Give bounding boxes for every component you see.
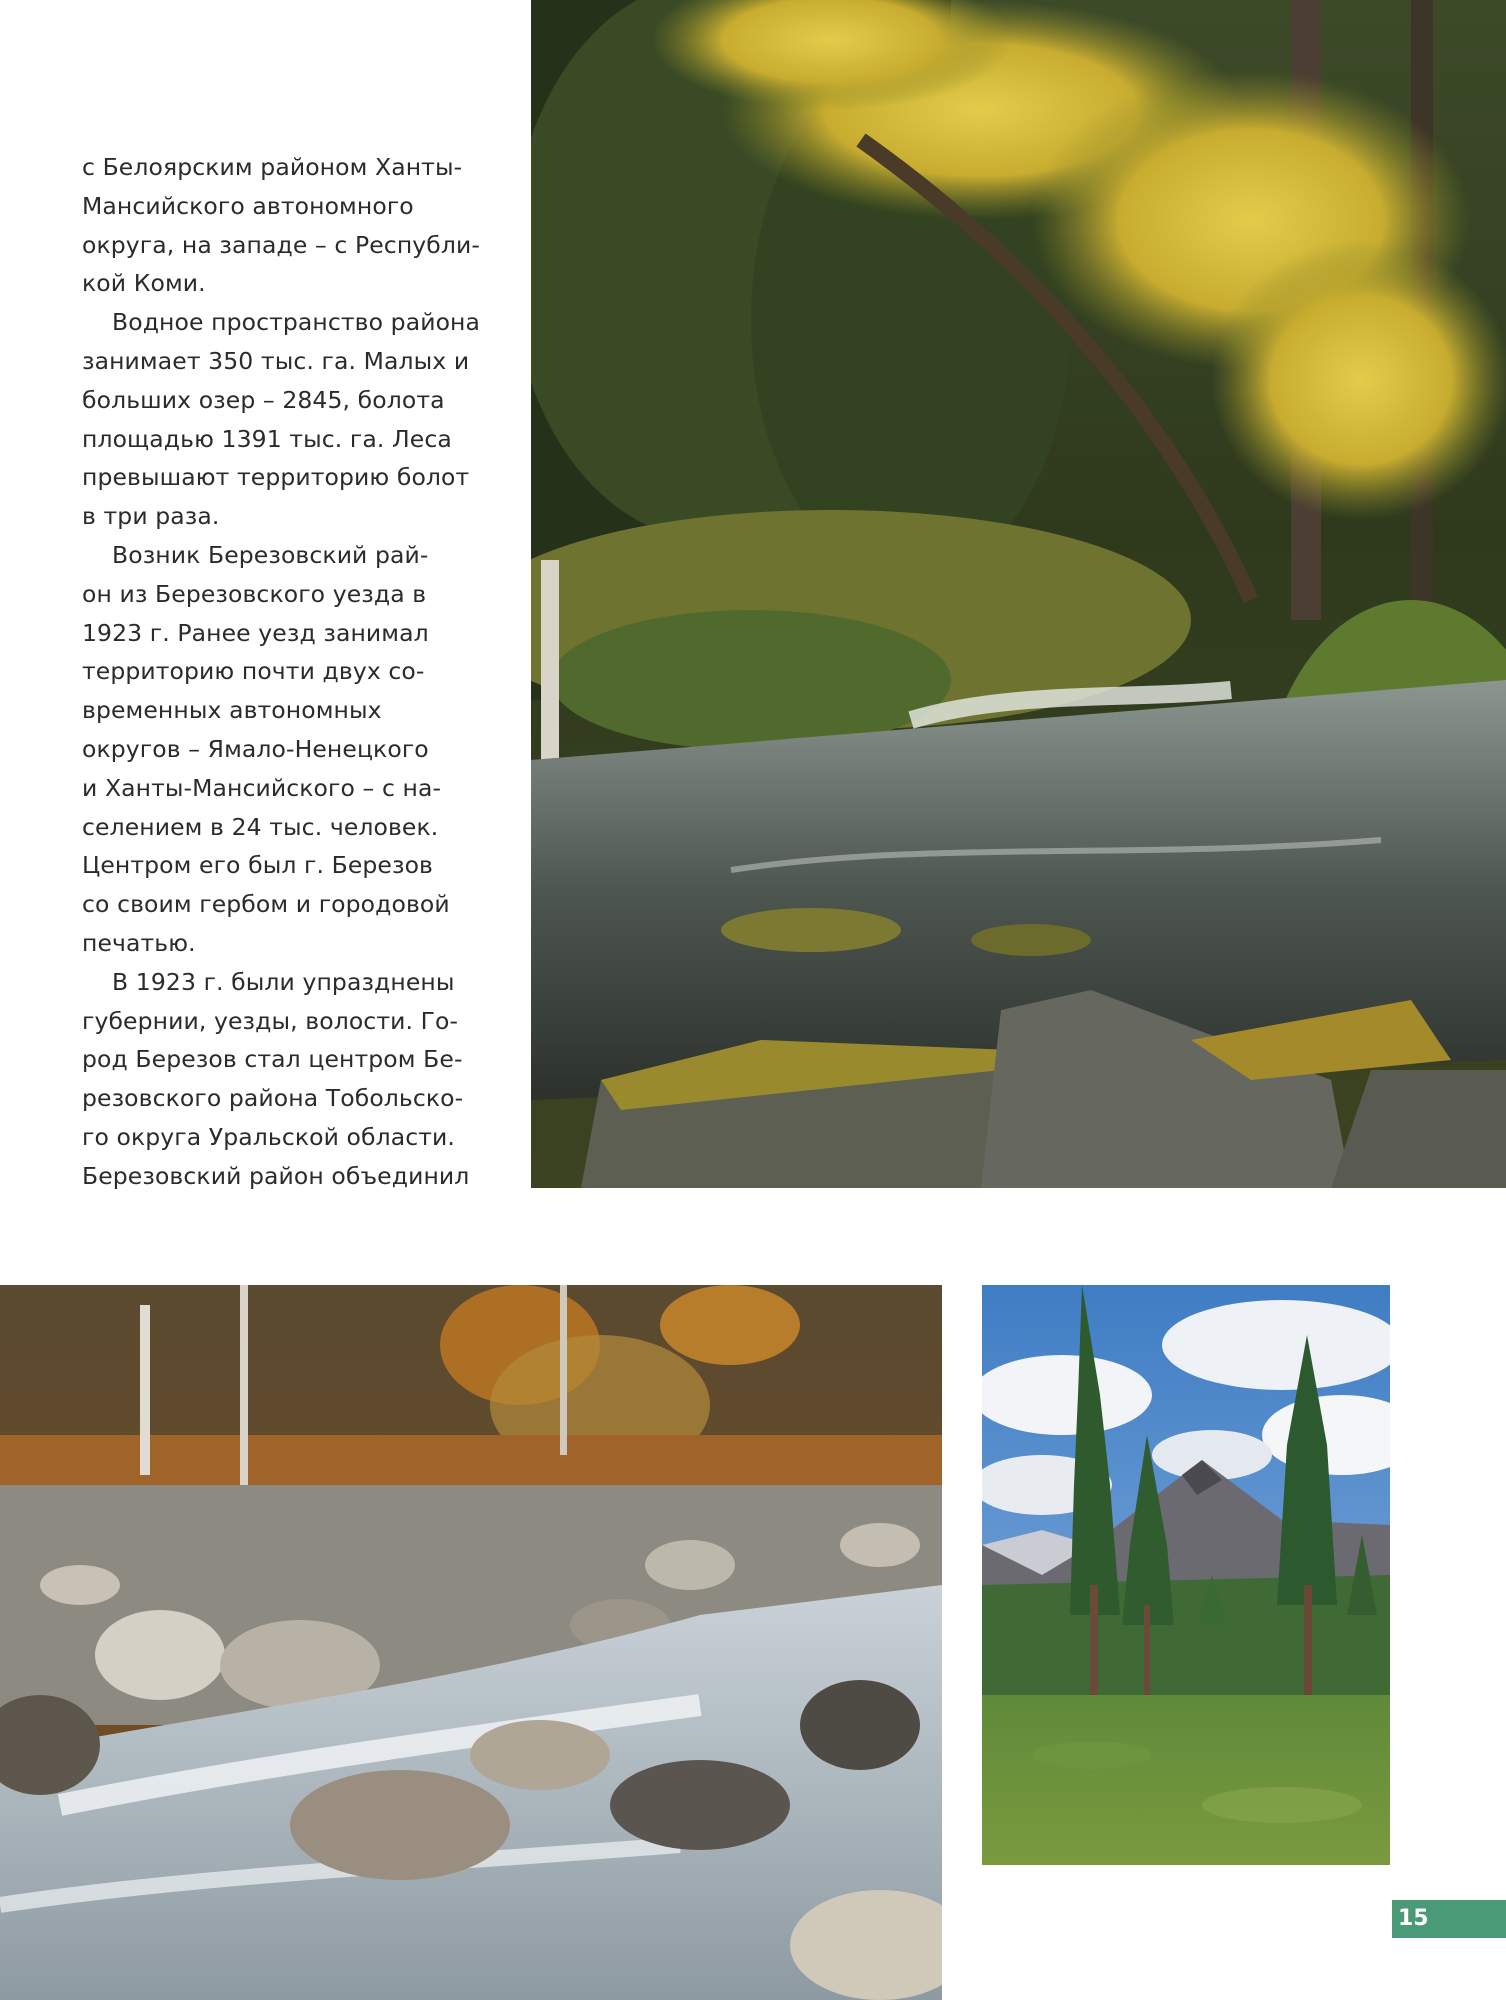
text-line: В 1923 г. были упразднены — [112, 967, 455, 996]
text-line: Возник Березовский рай- — [112, 540, 429, 569]
body-text — [82, 148, 502, 1196]
text-line: и Ханты-Мансийского – с на- — [82, 773, 442, 802]
text-line: превышают территорию болот — [82, 463, 470, 492]
text-line: занимает 350 тыс. га. Малых и — [82, 346, 470, 375]
text-line: округа, на западе – с Республи- — [82, 230, 480, 259]
text-line: го округа Уральской области. — [82, 1122, 455, 1151]
text-line: в три раза. — [82, 502, 220, 531]
text-line: кой Коми. — [82, 269, 206, 298]
mountain-larch-photo — [982, 1285, 1390, 1865]
text-line: Центром его был г. Березов — [82, 851, 434, 880]
text-line: больших озер – 2845, болота — [82, 385, 445, 414]
text-line: резовского района Тобольско- — [82, 1084, 464, 1113]
text-line: площадью 1391 тыс. га. Леса — [82, 424, 452, 453]
text-line: Березовский район объединил — [82, 1161, 470, 1190]
text-line: округов – Ямало-Ненецкого — [82, 734, 429, 763]
text-line: территорию почти двух со- — [82, 657, 425, 686]
text-line: 1923 г. Ранее уезд занимал — [82, 618, 429, 647]
text-line: селением в 24 тыс. человек. — [82, 812, 439, 841]
page-number: 15 — [1392, 1900, 1506, 1938]
text-line: Водное пространство района — [112, 308, 481, 337]
text-line: губернии, уезды, волости. Го- — [82, 1006, 459, 1035]
text-line: со своим гербом и городовой — [82, 890, 450, 919]
text-line: род Березов стал центром Бе- — [82, 1045, 463, 1074]
text-line: печатью. — [82, 928, 196, 957]
text-line: он из Березовского уезда в — [82, 579, 427, 608]
text-line: временных автономных — [82, 696, 382, 725]
rocky-river-photo — [0, 1285, 942, 2000]
forest-stream-photo — [531, 0, 1506, 1188]
text-line: Мансийского автономного — [82, 191, 414, 220]
text-line: с Белоярским районом Ханты- — [82, 153, 463, 181]
